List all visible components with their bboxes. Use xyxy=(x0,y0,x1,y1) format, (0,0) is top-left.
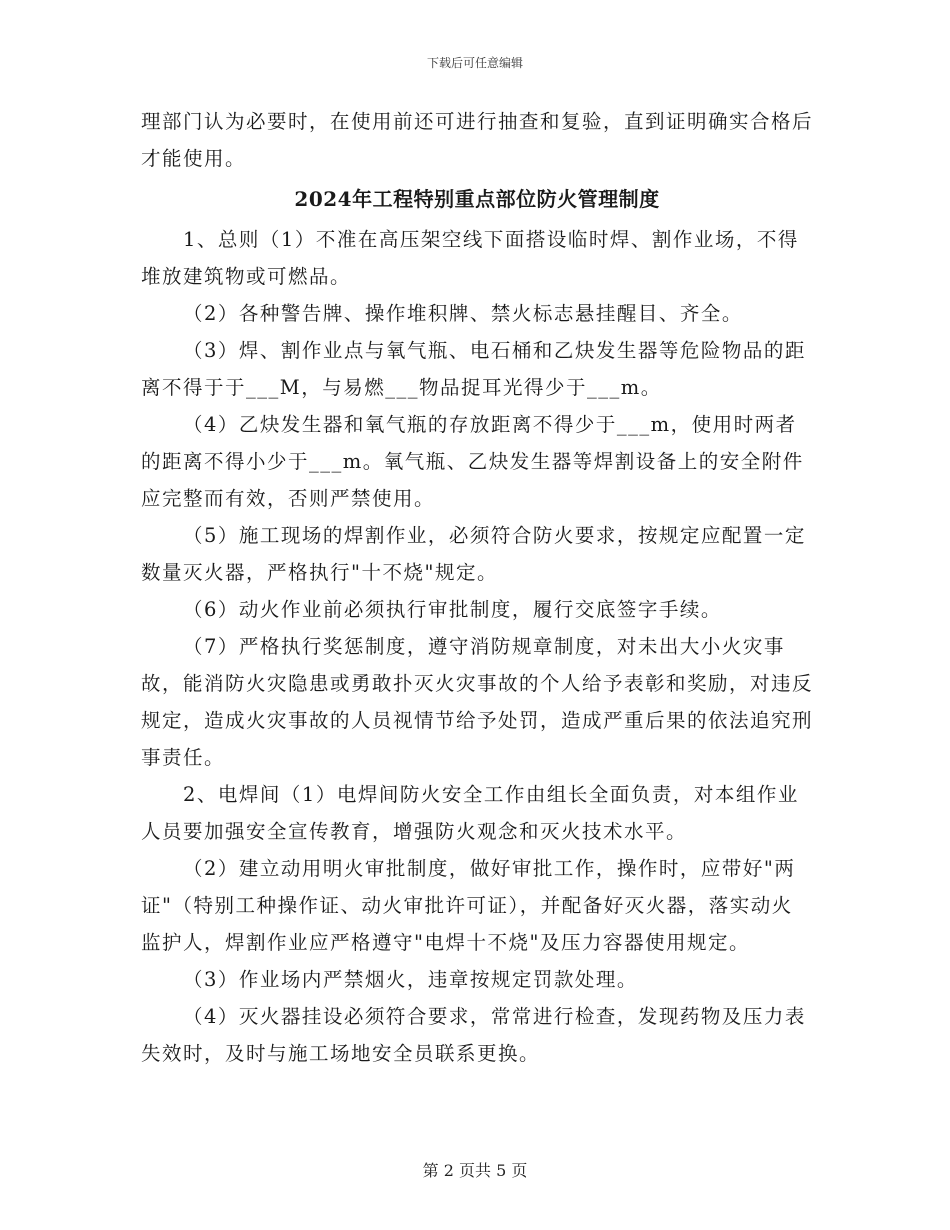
page-header: 下载后可任意编辑 xyxy=(426,56,523,70)
paragraph-general-3: （3）焊、割作业点与氧气瓶、电石桶和乙炔发生器等危险物品的距离不得于于___M，与易燃___物品捉耳光得少于___m。 xyxy=(141,339,806,399)
paragraph-general-7: （7）严格执行奖惩制度，遵守消防规章制度，对未出大小火灾事故，能消防火灾隐患或勇敢扑灭火灾事故的个人给予表彰和奖励，对违反规定，造成火灾事故的人员视情节给予处罚，造成严重后果的依法追究刑事责任。 xyxy=(141,635,814,769)
paragraph-general-4: （4）乙炔发生器和氧气瓶的存放距离不得少于___m，使用时两者的距离不得小少于___m。氧气瓶、乙炔发生器等焊割设备上的安全附件应完整而有效，否则严禁使用。 xyxy=(141,413,804,510)
paragraph-general-5: （5）施工现场的焊割作业，必须符合防火要求，按规定应配置一定数量灭火器，严格执行"十不烧"规定。 xyxy=(141,524,806,584)
continuation-paragraph: 理部门认为必要时，在使用前还可进行抽查和复验，直到证明确实合格后才能使用。 xyxy=(141,110,814,170)
document-title: 2024年工程特别重点部位防火管理制度 xyxy=(294,187,660,211)
paragraph-general-2: （2）各种警告牌、操作堆积牌、禁火标志悬挂醒目、齐全。 xyxy=(183,302,743,325)
paragraph-welding-2: （2）建立动用明火审批制度，做好审批工作，操作时，应带好"两证"（特别工种操作证、动火审批许可证），并配备好灭火器，落实动火监护人，焊割作业应严格遵守"电焊十不烧"及压力容器使用规定。 xyxy=(141,857,796,954)
document-body xyxy=(141,103,813,1072)
paragraph-welding-1: 2、电焊间（1）电焊间防火安全工作由组长全面负责，对本组作业人员要加强安全宣传教育，增强防火观念和灭火技术水平。 xyxy=(141,783,799,843)
paragraph-general-6: （6）动火作业前必须执行审批制度，履行交底签字手续。 xyxy=(183,598,722,621)
page-footer: 第 2 页共 5 页 xyxy=(422,1161,528,1180)
paragraph-welding-3: （3）作业场内严禁烟火，违章按规定罚款处理。 xyxy=(183,968,638,991)
paragraph-general-1: 1、总则（1）不准在高压架空线下面搭设临时焊、割作业场，不得堆放建筑物或可燃品。 xyxy=(141,228,799,288)
paragraph-welding-4: （4）灭火器挂设必须符合要求，常常进行检查，发现药物及压力表失效时，及时与施工场地安全员联系更换。 xyxy=(141,1005,806,1065)
